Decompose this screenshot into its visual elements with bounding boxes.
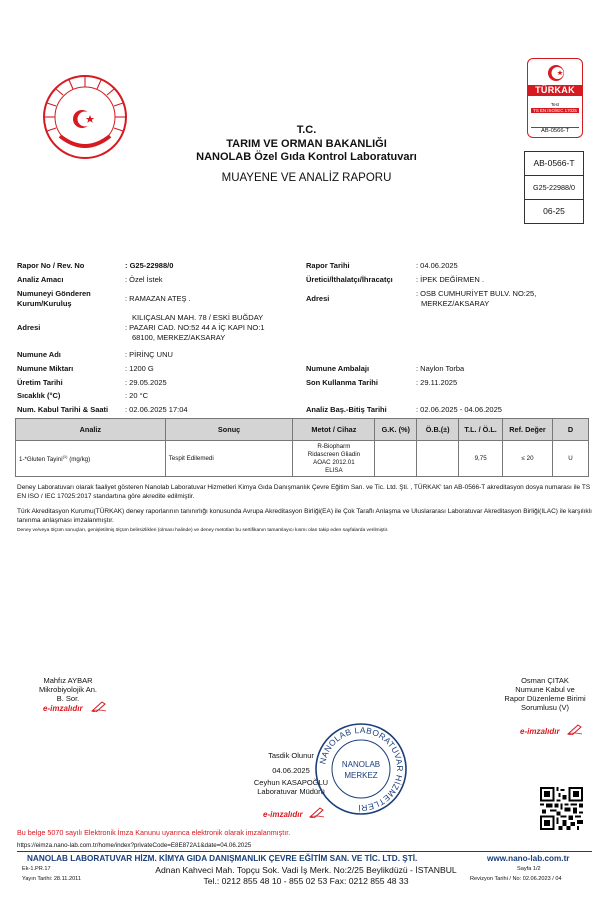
right-signer-title1: Numune Kabul ve xyxy=(515,685,575,694)
analiz-amaci-value: : Özel İstek xyxy=(125,275,163,284)
header-ministry: TARIM VE ORMAN BAKANLIĞI xyxy=(226,138,387,150)
footer-page: Sayfa 1/2 xyxy=(517,866,541,872)
right-signer-title2: Rapor Düzenleme Birimi xyxy=(504,694,586,703)
center-signer-title: Tasdik Olunur xyxy=(268,751,314,760)
rapor-tarihi-value: : 04.06.2025 xyxy=(416,261,458,270)
turkak-standard: TS EN ISO/IEC 17025 xyxy=(531,108,579,113)
skt-label: Son Kullanma Tarihi xyxy=(306,378,378,387)
analiz-footnote: (1) xyxy=(62,453,68,459)
numune-adi-label: Numune Adı xyxy=(17,350,61,359)
results-table xyxy=(15,418,589,477)
numune-miktari-label: Numune Miktarı xyxy=(17,364,74,373)
metot-line: Ridascreen Gliadin xyxy=(307,450,361,458)
ministry-seal-icon xyxy=(42,74,128,160)
turkak-code: AB-0566-T xyxy=(531,127,579,135)
report-code-box xyxy=(524,151,584,224)
cell-tl: 9,75 xyxy=(459,441,503,477)
sicaklik-label: Sıcaklık (°C) xyxy=(17,391,61,400)
kabul-value: : 02.06.2025 17:04 xyxy=(125,405,188,414)
esign-pen-icon xyxy=(91,700,107,712)
rapor-no-label: Rapor No / Rev. No xyxy=(17,261,85,270)
kabul-label: Num. Kabul Tarihi & Saati xyxy=(17,405,109,414)
metot-line: AOAC 2012.01 xyxy=(313,458,355,466)
legal-note: Bu belge 5070 sayılı Elektronik İmza Kanunu uyarınca elektronik olarak imzalanmıştır. xyxy=(17,828,291,837)
analiz-unit: (mg/kg) xyxy=(67,456,91,464)
stamp-ring-text: NANOLAB LABORATUVAR HİZMETLERİ xyxy=(317,724,406,814)
right-signer-name: Osman ÇITAK xyxy=(521,676,569,685)
right-esign-label: e-imzalıdır xyxy=(520,727,560,736)
stamp-line1: NANOLAB xyxy=(341,760,381,769)
left-signature xyxy=(20,676,116,703)
uncertainty-note: Deney ve/veya ölçüm sonuçları, genişletilmiş ölçüm belirsizlikleri (olması halinde) ve deney metotları bu sertifikanın tamamlayıcı kısmı olan takip eden sayfalarda verilmiştir. xyxy=(17,528,389,533)
uretim-label: Üretim Tarihi xyxy=(17,378,63,387)
metot-line: ELISA xyxy=(325,466,343,474)
col-header-tl: T.L. / Ö.L. xyxy=(459,419,503,441)
accreditation-code: AB-0566-T xyxy=(525,152,583,176)
uretici-adres-label: Adresi xyxy=(306,294,330,303)
rapor-no-value: : G25-22988/0 xyxy=(125,261,174,270)
cell-d: U xyxy=(553,441,589,477)
rapor-tarihi-label: Rapor Tarihi xyxy=(306,261,350,270)
center-signer-name: Ceyhun KASAPOĞLU xyxy=(253,778,329,787)
footer-revision: Revizyon Tarihi / No: 02.06.2023 / 04 xyxy=(470,876,562,882)
uretici-adres-line2: MERKEZ/AKSARAY xyxy=(421,299,490,308)
qr-code-icon xyxy=(540,787,583,830)
right-signature xyxy=(490,676,600,712)
accreditation-note: Deney Laboratuvarı olarak faaliyet gösteren Nanolab Laboratuvar Hizmetleri Kimya Gıda Danışmanlık Çevre Eğitim San. ve Tic. Ltd. Şti. , TÜRKAK' tan AB-0566-T akreditasyon dosya numarası ile TS EN ISO / IEC 17025:2017 standartına göre akredite edilmiştir. xyxy=(17,484,591,500)
left-esign-label: e-imzalıdır xyxy=(43,704,83,713)
ambalaj-value: : Naylon Torba xyxy=(416,364,465,373)
col-header-metot: Metot / Cihaz xyxy=(293,419,375,441)
footer-address: Adnan Kahveci Mah. Topçu Sok. Vadi İş Merk. No:2/25 Beylikdüzü - İSTANBUL xyxy=(155,865,457,875)
cell-ref: ≤ 20 xyxy=(503,441,553,477)
cell-gk xyxy=(375,441,417,477)
cell-sonuc: Tespit Edilemedi xyxy=(165,441,293,477)
header-tc: T.C. xyxy=(296,124,317,136)
left-signer-name: Mahfız AYBAR xyxy=(43,676,93,685)
lab-stamp-icon xyxy=(314,722,408,816)
uretici-value: : İPEK DEĞİRMEN . xyxy=(416,275,484,284)
ilac-note: Türk Akreditasyon Kurumu(TÜRKAK) deney raporlarının tanınırlığı konusunda Avrupa Akreditasyon Birliği(EA) ile Çok Taraflı Anlaşma ve Uluslararası Laboratuvar Akreditasyon Birliği(ILAC) ile karşılıklı tanınma anlaşması imzalanmıştır. xyxy=(17,508,592,524)
table-header-row xyxy=(16,419,589,441)
footer-form-code: Ek-1.PR.17 xyxy=(22,866,51,872)
gonderen-adres-label: Adresi xyxy=(17,323,41,332)
footer-phones: Tel.: 0212 855 48 10 - 855 02 53 Fax: 0212 855 48 33 xyxy=(203,876,409,886)
analiz-amaci-label: Analiz Amacı xyxy=(17,275,64,284)
gonderen-adres-line2: : PAZARI CAD. NO:52 44 A İÇ KAPI NO:1 xyxy=(125,323,265,332)
stamp-line2: MERKEZ xyxy=(344,771,378,780)
gonderen-adres-line1: KILIÇASLAN MAH. 78 / ESKİ BUĞDAY xyxy=(132,313,264,322)
uretim-value: : 29.05.2025 xyxy=(125,378,167,387)
analiz-tarih-value: : 02.06.2025 - 04.06.2025 xyxy=(416,405,502,414)
report-title: MUAYENE VE ANALİZ RAPORU xyxy=(221,172,392,184)
analiz-tarih-label: Analiz Baş.-Bitiş Tarihi xyxy=(306,405,387,414)
analiz-name: 1-*Gluten Tayini xyxy=(19,456,63,464)
center-signer-role: Laboratuvar Müdürü xyxy=(257,787,325,796)
center-esign-label: e-imzalıdır xyxy=(263,810,303,819)
header-lab: NANOLAB Özel Gıda Kontrol Laboratuvarı xyxy=(196,151,417,163)
report-number: G25-22988/0 xyxy=(525,176,583,200)
footer-divider xyxy=(17,851,592,852)
skt-value: : 29.11.2025 xyxy=(416,378,458,387)
turkak-crescent-icon xyxy=(547,64,565,82)
gonderen-value: : RAMAZAN ATEŞ . xyxy=(125,294,191,303)
col-header-analiz: Analiz xyxy=(16,419,166,441)
sicaklik-value: : 20 °C xyxy=(125,391,149,400)
right-signer-title3: Sorumlusu (V) xyxy=(521,703,569,712)
numune-adi-value: : PİRİNÇ UNU xyxy=(125,350,173,359)
table-row xyxy=(16,441,589,477)
gonderen-adres-line3: 68100, MERKEZ/AKSARAY xyxy=(132,333,226,342)
uretici-adres-line1: : OSB CUMHURİYET BULV. NO:25, xyxy=(416,289,537,298)
turkak-name: TÜRKAK xyxy=(528,85,582,96)
esign-pen-icon xyxy=(567,723,583,735)
footer-website[interactable]: www.nano-lab.com.tr xyxy=(487,854,570,863)
uretici-label: Üretici/İthalatçı/İhracatçı xyxy=(306,275,393,284)
cell-metot xyxy=(293,441,375,477)
col-header-d: D xyxy=(553,419,589,441)
cell-ob xyxy=(417,441,459,477)
svg-text:NANOLAB LABORATUVAR HİZMETLERİ xyxy=(317,725,405,813)
center-signer-date: 04.06.2025 xyxy=(272,766,310,775)
col-header-ob: Ö.B.(±) xyxy=(417,419,459,441)
left-signer-title1: Mikrobiyolojik An. xyxy=(39,685,97,694)
verify-url[interactable]: https://eimza.nano-lab.com.tr/home/index?privateCode=E8E872A1&date=04.06.2025 xyxy=(17,842,252,849)
gonderen-label-2: Kurum/Kuruluş xyxy=(17,299,72,308)
gonderen-label-1: Numuneyi Gönderen xyxy=(17,289,91,298)
cell-analiz xyxy=(16,441,166,477)
col-header-ref: Ref. Değer xyxy=(503,419,553,441)
col-header-sonuc: Sonuç xyxy=(165,419,293,441)
numune-miktari-value: : 1200 G xyxy=(125,364,154,373)
metot-line: R-Biopharm xyxy=(317,442,351,450)
left-signer-title2: B. Sor. xyxy=(56,694,80,703)
turkak-logo xyxy=(527,58,583,138)
report-month-year: 06-25 xyxy=(543,206,565,216)
ambalaj-label: Numune Ambalajı xyxy=(306,364,370,373)
turkak-test: Test xyxy=(550,102,560,107)
footer-company: NANOLAB LABORATUVAR HİZM. KİMYA GIDA DANIŞMANLIK ÇEVRE EĞİTİM SAN. VE TİC. LTD. ŞTİ. xyxy=(27,854,418,863)
footer-publish-date: Yayın Tarihi: 28.11.2011 xyxy=(22,876,81,882)
col-header-gk: G.K. (%) xyxy=(375,419,417,441)
